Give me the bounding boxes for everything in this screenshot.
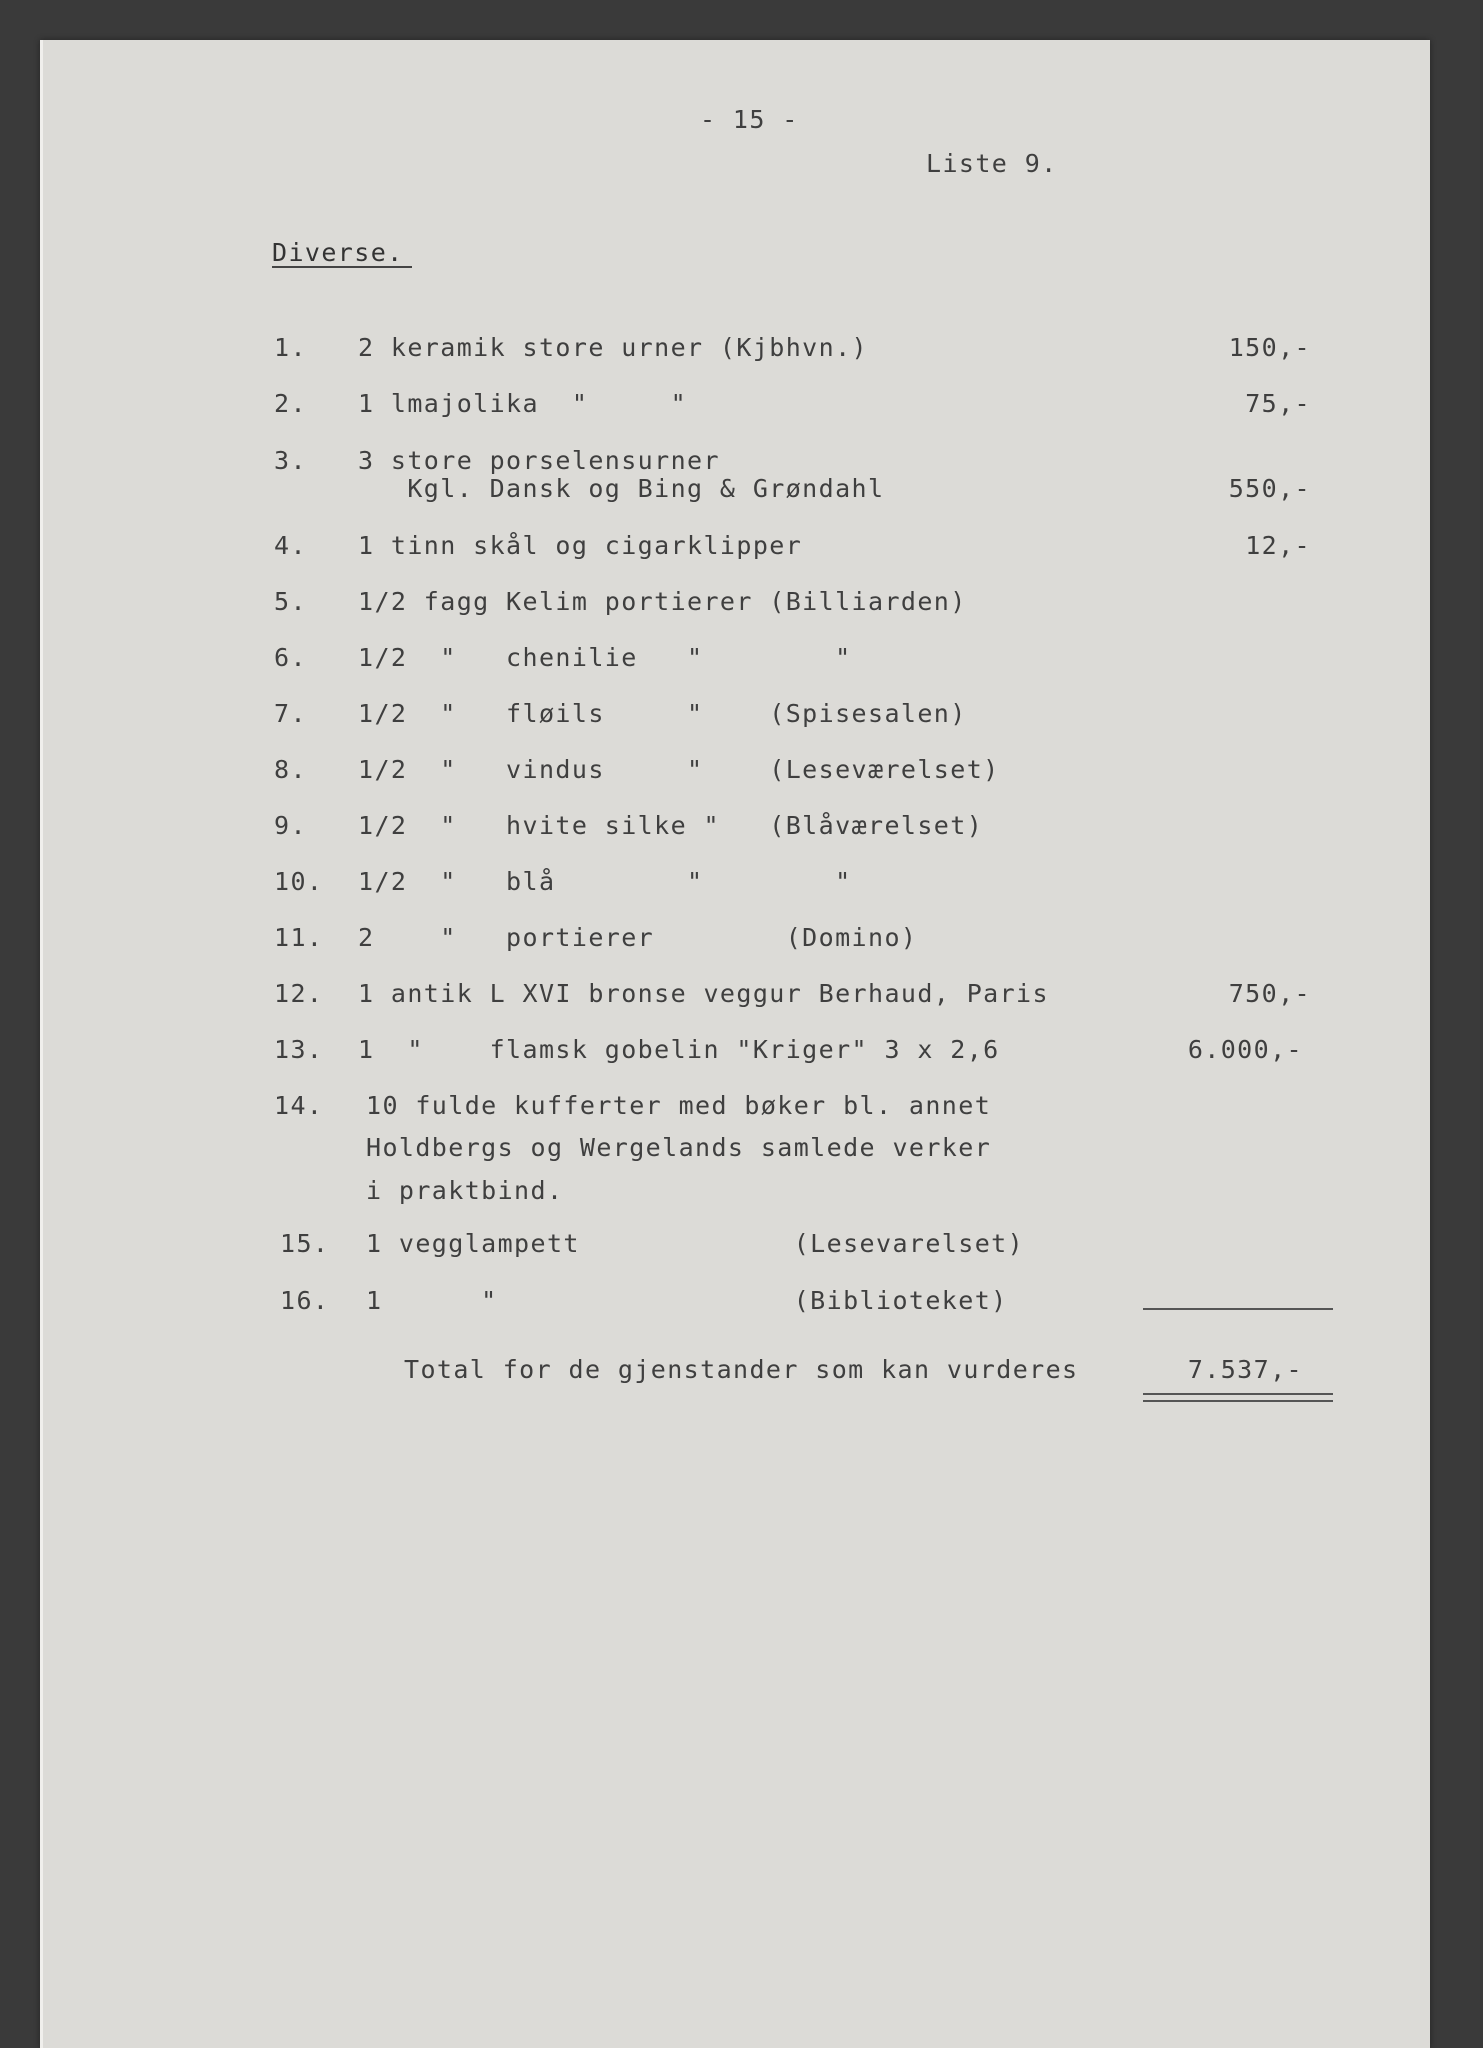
item-14-number: 14. (274, 1091, 324, 1120)
item-2-amount: 75,- (1245, 389, 1311, 418)
item-11-number: 11. (274, 923, 324, 952)
item-11-text: 2 " portierer (Domino) (358, 923, 918, 952)
item-4-amount: 12,- (1245, 531, 1311, 560)
item-15-text: 1 vegglampett (Lesevarelset) (366, 1229, 1025, 1258)
total-label: Total for de gjenstander som kan vurderes (404, 1355, 1079, 1384)
item-13-text: 1 " flamsk gobelin "Kriger" 3 x 2,6 (358, 1035, 1000, 1064)
item-9-text: 1/2 " hvite silke " (Blåværelset) (358, 811, 984, 840)
item-12-text: 1 antik L XVI bronse veggur Berhaud, Paris (358, 979, 1049, 1008)
item-4-number: 4. (274, 531, 307, 560)
page-number: - 15 - (700, 105, 799, 134)
item-13-amount: 6.000,- (1187, 1035, 1303, 1064)
item-3-text-line-2: Kgl. Dansk og Bing & Grøndahl (358, 474, 885, 503)
item-12-number: 12. (274, 979, 324, 1008)
item-12-amount: 750,- (1228, 979, 1311, 1008)
total-double-rule-top (1143, 1393, 1333, 1395)
item-1-number: 1. (274, 333, 307, 362)
total-double-rule-bottom (1143, 1400, 1333, 1402)
item-10-number: 10. (274, 867, 324, 896)
item-14-text-line-3: i praktbind. (366, 1176, 564, 1205)
sum-rule (1143, 1308, 1333, 1310)
item-3-amount: 550,- (1228, 474, 1311, 503)
item-8-text: 1/2 " vindus " (Leseværelset) (358, 755, 1000, 784)
item-1-amount: 150,- (1228, 333, 1311, 362)
item-14-text-line-1: 10 fulde kufferter med bøker bl. annet (366, 1091, 992, 1120)
item-4-text: 1 tinn skål og cigarklipper (358, 531, 803, 560)
item-5-number: 5. (274, 587, 307, 616)
total-amount: 7.537,- (1187, 1355, 1303, 1384)
item-6-text: 1/2 " chenilie " " (358, 643, 852, 672)
item-1-text: 2 keramik store urner (Kjbhvn.) (358, 333, 868, 362)
item-15-number: 15. (280, 1229, 330, 1258)
item-5-text: 1/2 fagg Kelim portierer (Billiarden) (358, 587, 967, 616)
item-6-number: 6. (274, 643, 307, 672)
item-16-number: 16. (280, 1286, 330, 1315)
item-8-number: 8. (274, 755, 307, 784)
section-title: Diverse. (272, 238, 404, 267)
item-3-number: 3. (274, 446, 307, 475)
item-2-number: 2. (274, 389, 307, 418)
item-7-number: 7. (274, 699, 307, 728)
item-16-text: 1 " (Biblioteket) (366, 1286, 1008, 1315)
section-title-underline (272, 266, 412, 268)
list-label: Liste 9. (926, 149, 1058, 178)
item-10-text: 1/2 " blå " " (358, 867, 852, 896)
item-14-text-line-2: Holdbergs og Wergelands samlede verker (366, 1133, 992, 1162)
item-13-number: 13. (274, 1035, 324, 1064)
item-7-text: 1/2 " fløils " (Spisesalen) (358, 699, 967, 728)
item-3-text-line-1: 3 store porselensurner (358, 446, 720, 475)
item-2-text: 1 lmajolika " " (358, 389, 688, 418)
item-9-number: 9. (274, 811, 307, 840)
